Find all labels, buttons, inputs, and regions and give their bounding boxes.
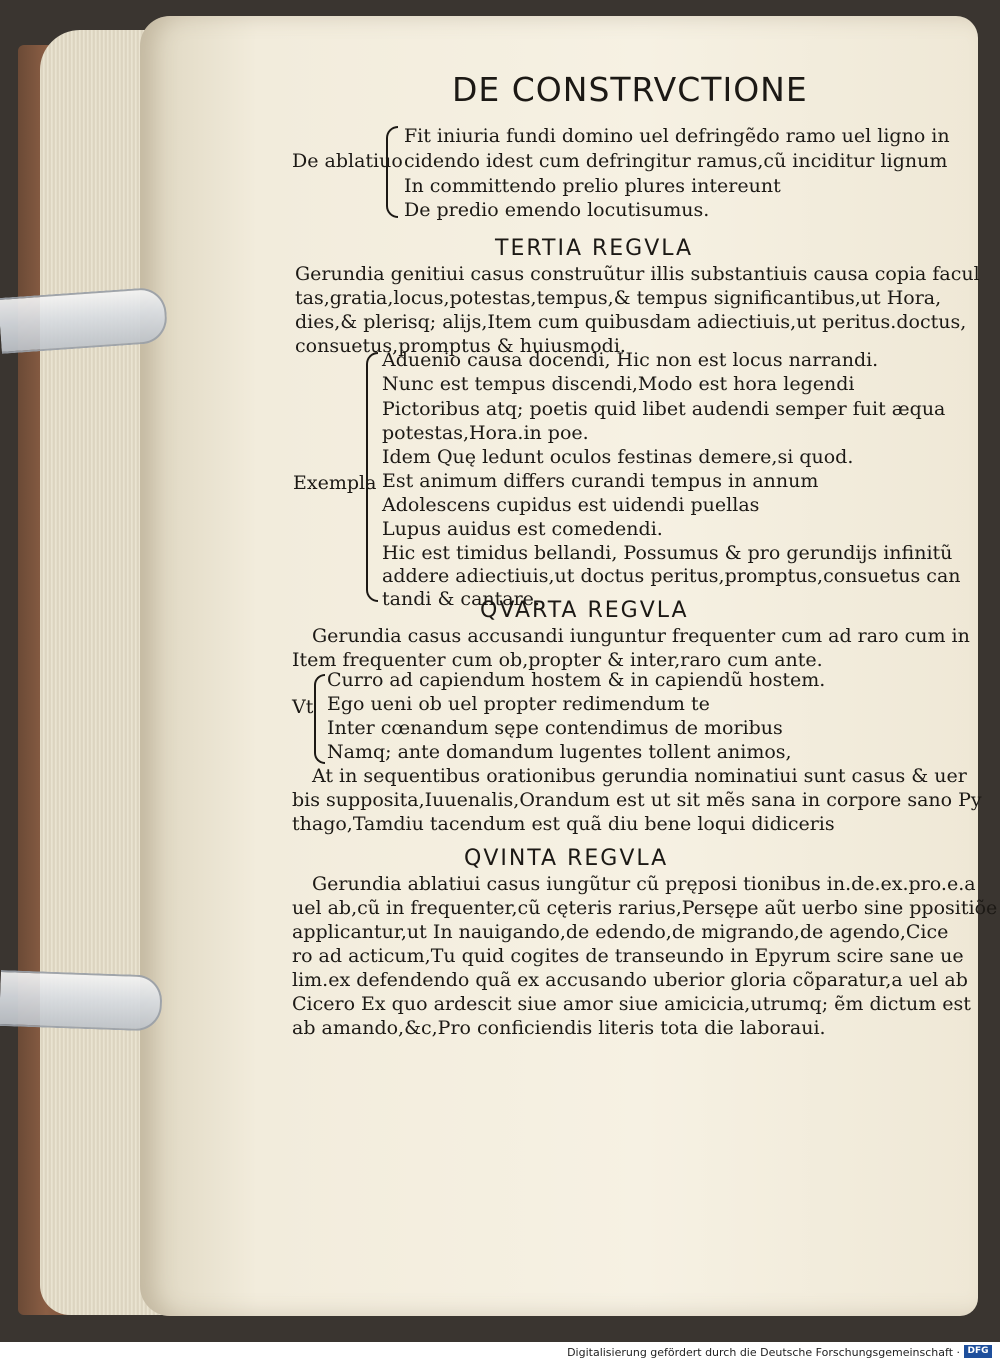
exempla-line: Aduenio causa docendi, Hic non est locus narrandi. <box>382 349 879 371</box>
quinta-line: lim.ex defendendo quã ex accusando uberior gloria cõparatur,a uel ab <box>292 969 968 991</box>
exempla-line: Hic est timidus bellandi, Possumus & pro gerundijs infinitũ <box>382 542 953 564</box>
quinta-line: applicantur,ut In nauigando,de edendo,de migrando,de agendo,Cice <box>292 921 949 943</box>
exempla-line: potestas,Hora.in poe. <box>382 422 589 444</box>
ut-brace <box>314 674 325 764</box>
dfg-logo-icon: DFG <box>964 1345 992 1358</box>
quarta-line: Gerundia casus accusandi iunguntur frequenter cum ad raro cum in <box>312 625 970 647</box>
tertia-line: consuetus,promptus & huiusmodi. <box>295 335 626 357</box>
exempla-line: Idem Quę ledunt oculos festinas demere,si quod. <box>382 446 854 468</box>
quarta-example: Namq; ante domandum lugentes tollent animos, <box>327 741 792 763</box>
ablative-brace <box>386 126 398 218</box>
section-title-quinta: QVINTA REGVLA <box>464 846 669 871</box>
tertia-line: dies,& plerisq; alijs,Item cum quibusdam adiectiuis,ut peritus.doctus, <box>295 311 967 333</box>
quinta-line: Cicero Ex quo ardescit siue amor siue amicicia,utrumq; ẽm dictum est <box>292 993 971 1015</box>
ablative-label: De ablatiuo <box>292 150 403 172</box>
exempla-label: Exempla <box>293 472 377 494</box>
exempla-brace <box>366 352 378 602</box>
quarta-example: Inter cœnandum sępe contendimus de moribus <box>327 717 783 739</box>
quarta-example: Curro ad capiendum hostem & in capiendũ hostem. <box>327 669 826 691</box>
ablative-line: Fit iniuria fundi domino uel defringẽdo ramo uel ligno in <box>404 125 950 147</box>
exempla-line: Nunc est tempus discendi,Modo est hora legendi <box>382 373 855 395</box>
quinta-line: ro ad acticum,Tu quid cogites de transeundo in Epyrum scire sane ue <box>292 945 964 967</box>
footer-credit: Digitalisierung gefördert durch die Deutsche Forschungsgemeinschaft · <box>567 1346 960 1359</box>
quinta-line: uel ab,cũ in frequenter,cũ cęteris rarius,Persępe aũt uerbo sine ppositiõe <box>292 897 998 919</box>
exempla-line: Pictoribus atq; poetis quid libet audendi semper fuit æqua <box>382 398 946 420</box>
section-title-tertia: TERTIA REGVLA <box>495 236 694 261</box>
quarta-after-line: bis supposita,Iuuenalis,Orandum est ut sit mẽs sana in corpore sano Py <box>292 789 982 811</box>
bookmark-strip-top <box>0 286 169 354</box>
ut-label: Vt <box>292 696 314 718</box>
exempla-line: Adolescens cupidus est uidendi puellas <box>382 494 760 516</box>
ablative-line: cidendo idest cum defringitur ramus,cũ inciditur lignum <box>404 150 948 172</box>
bookmark-strip-bottom <box>0 970 163 1032</box>
ablative-line: In committendo prelio plures intereunt <box>404 175 781 197</box>
quinta-line: ab amando,&c,Pro conficiendis literis tota die laboraui. <box>292 1017 826 1039</box>
quarta-line: Item frequenter cum ob,propter & inter,raro cum ante. <box>292 649 823 671</box>
tertia-line: Gerundia genitiui casus construũtur illis substantiuis causa copia facul <box>295 263 980 285</box>
section-title-quarta: QVARTA REGVLA <box>480 598 689 623</box>
exempla-line: Est animum differs curandi tempus in annum <box>382 470 819 492</box>
quarta-after-line: thago,Tamdiu tacendum est quã diu bene loqui didiceris <box>292 813 835 835</box>
tertia-line: tas,gratia,locus,potestas,tempus,& tempus significantibus,ut Hora, <box>295 287 942 309</box>
exempla-line: Lupus auidus est comedendi. <box>382 518 663 540</box>
quinta-line: Gerundia ablatiui casus iungũtur cũ pręposi tionibus in.de.ex.pro.e.a <box>312 873 976 895</box>
page-heading: DE CONSTRVCTIONE <box>452 70 808 109</box>
exempla-line: addere adiectiuis,ut doctus peritus,promptus,consuetus can <box>382 565 961 587</box>
quarta-after-line: At in sequentibus orationibus gerundia nominatiui sunt casus & uer <box>312 765 967 787</box>
ablative-line: De predio emendo locutisumus. <box>404 199 710 221</box>
exempla-line: tandi & cantare. <box>382 588 540 610</box>
quarta-example: Ego ueni ob uel propter redimendum te <box>327 693 710 715</box>
